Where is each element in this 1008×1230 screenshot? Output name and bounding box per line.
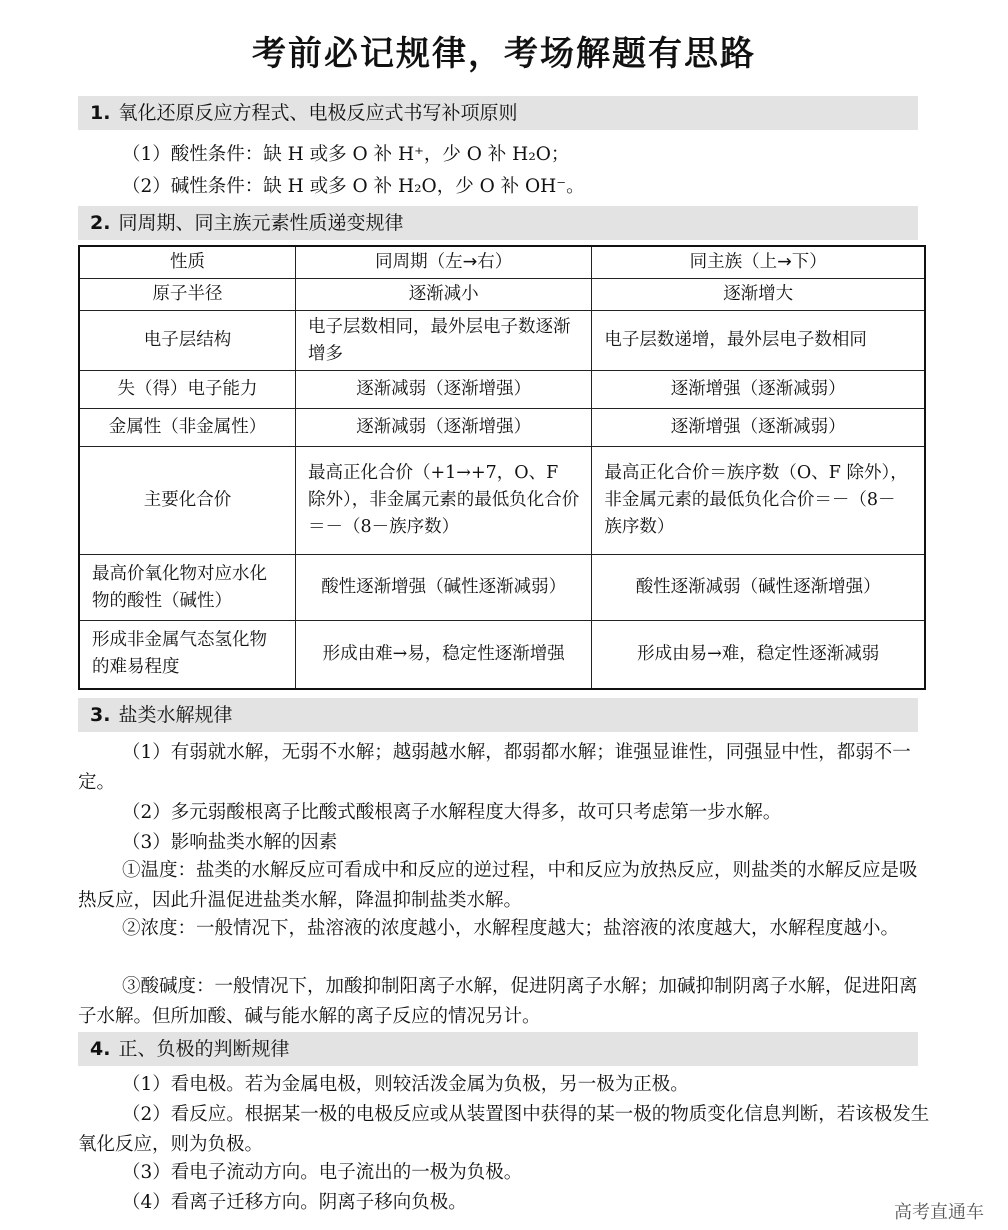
table-cell: 逐渐减弱（逐渐增强） <box>296 409 592 447</box>
table-cell: 逐渐减小 <box>296 279 592 311</box>
header-same-period: 同周期（左→右） <box>296 246 592 279</box>
table-row <box>79 279 925 311</box>
table-cell: 原子半径 <box>79 279 296 311</box>
s3-paragraph-2: （2）多元弱酸根离子比酸式酸根离子水解程度大得多，故可只考虑第一步水解。 <box>122 802 782 823</box>
table-cell: 电子层结构 <box>79 311 296 371</box>
section-2-number: 2. <box>90 212 111 234</box>
header-property: 性质 <box>79 246 296 279</box>
table-row <box>79 409 925 447</box>
s4-paragraph-4: （4）看离子迁移方向。阴离子移向负极。 <box>122 1192 467 1213</box>
s1-line-2: （2）碱性条件：缺 H 或多 O 补 H₂O，少 O 补 OH⁻。 <box>122 176 585 197</box>
table-row <box>79 371 925 409</box>
s3-paragraph-1: （1）有弱就水解，无弱不水解；越弱越水解，都弱都水解；谁强显谁性，同强显中性，都弱不一定。 <box>78 742 911 793</box>
table-cell: 最高价氧化物对应水化物的酸性（碱性） <box>79 555 296 621</box>
section-4-title: 正、负极的判断规律 <box>118 1038 290 1060</box>
section-2-title: 同周期、同主族元素性质递变规律 <box>118 212 404 234</box>
s3-paragraph-3: （3）影响盐类水解的因素 <box>122 832 338 853</box>
table-row <box>79 621 925 689</box>
section-3-number: 3. <box>90 704 111 726</box>
table-row <box>79 447 925 555</box>
section-4-number: 4. <box>90 1038 111 1060</box>
section-1-heading <box>78 96 918 130</box>
section-1-number: 1. <box>90 102 111 124</box>
section-4-heading <box>78 1032 918 1066</box>
table-cell: 失（得）电子能力 <box>79 371 296 409</box>
s4-paragraph-3: （3）看电子流动方向。电子流出的一极为负极。 <box>122 1162 523 1183</box>
watermark-text: 高考直通车 <box>894 1202 984 1223</box>
table-cell: 逐渐增大 <box>592 279 925 311</box>
table-row <box>79 555 925 621</box>
table-cell: 逐渐增强（逐渐减弱） <box>592 371 925 409</box>
section-3-heading <box>78 698 918 732</box>
s4-paragraph-2: （2）看反应。根据某一极的电极反应或从装置图中获得的某一极的物质变化信息判断，若该极发生氧化反应，则为负极。 <box>78 1104 930 1155</box>
section-3-title: 盐类水解规律 <box>118 704 233 726</box>
table-cell: 金属性（非金属性） <box>79 409 296 447</box>
table-cell: 形成由难→易，稳定性逐渐增强 <box>296 621 592 689</box>
header-same-group: 同主族（上→下） <box>592 246 925 279</box>
section-2-heading <box>78 206 918 240</box>
periodic-trends-table <box>78 245 926 690</box>
s3-paragraph-6: ③酸碱度：一般情况下，加酸抑制阳离子水解，促进阴离子水解；加碱抑制阴离子水解，促进阳离子水解。但所加酸、碱与能水解的离子反应的情况另计。 <box>78 976 918 1027</box>
table-cell: 电子层数相同，最外层电子数逐渐增多 <box>296 311 592 371</box>
table-cell: 酸性逐渐增强（碱性逐渐减弱） <box>296 555 592 621</box>
table-cell: 主要化合价 <box>79 447 296 555</box>
table-cell: 形成由易→难，稳定性逐渐减弱 <box>592 621 925 689</box>
s3-paragraph-5: ②浓度：一般情况下，盐溶液的浓度越小，水解程度越大；盐溶液的浓度越大，水解程度越小。 <box>122 918 900 939</box>
s3-paragraph-4: ①温度：盐类的水解反应可看成中和反应的逆过程，中和反应为放热反应，则盐类的水解反应是吸热反应，因此升温促进盐类水解，降温抑制盐类水解。 <box>78 860 918 911</box>
page-title: 考前必记规律，考场解题有思路 <box>252 34 756 74</box>
table-header-row <box>79 246 925 279</box>
table-cell: 酸性逐渐减弱（碱性逐渐增强） <box>592 555 925 621</box>
s4-paragraph-1: （1）看电极。若为金属电极，则较活泼金属为负极，另一极为正极。 <box>122 1074 689 1095</box>
section-1-title: 氧化还原反应方程式、电极反应式书写补项原则 <box>118 102 518 124</box>
s1-line-1: （1）酸性条件：缺 H 或多 O 补 H⁺，少 O 补 H₂O； <box>122 144 570 165</box>
table-cell: 逐渐减弱（逐渐增强） <box>296 371 592 409</box>
table-cell: 最高正化合价＝族序数（O、F 除外），非金属元素的最低负化合价＝－（8－族序数） <box>592 447 925 555</box>
table-cell: 形成非金属气态氢化物的难易程度 <box>79 621 296 689</box>
table-cell: 逐渐增强（逐渐减弱） <box>592 409 925 447</box>
table-cell: 电子层数递增，最外层电子数相同 <box>592 311 925 371</box>
table-row <box>79 311 925 371</box>
table-cell: 最高正化合价（+1→+7，O、F 除外），非金属元素的最低负化合价＝－（8－族序数） <box>296 447 592 555</box>
